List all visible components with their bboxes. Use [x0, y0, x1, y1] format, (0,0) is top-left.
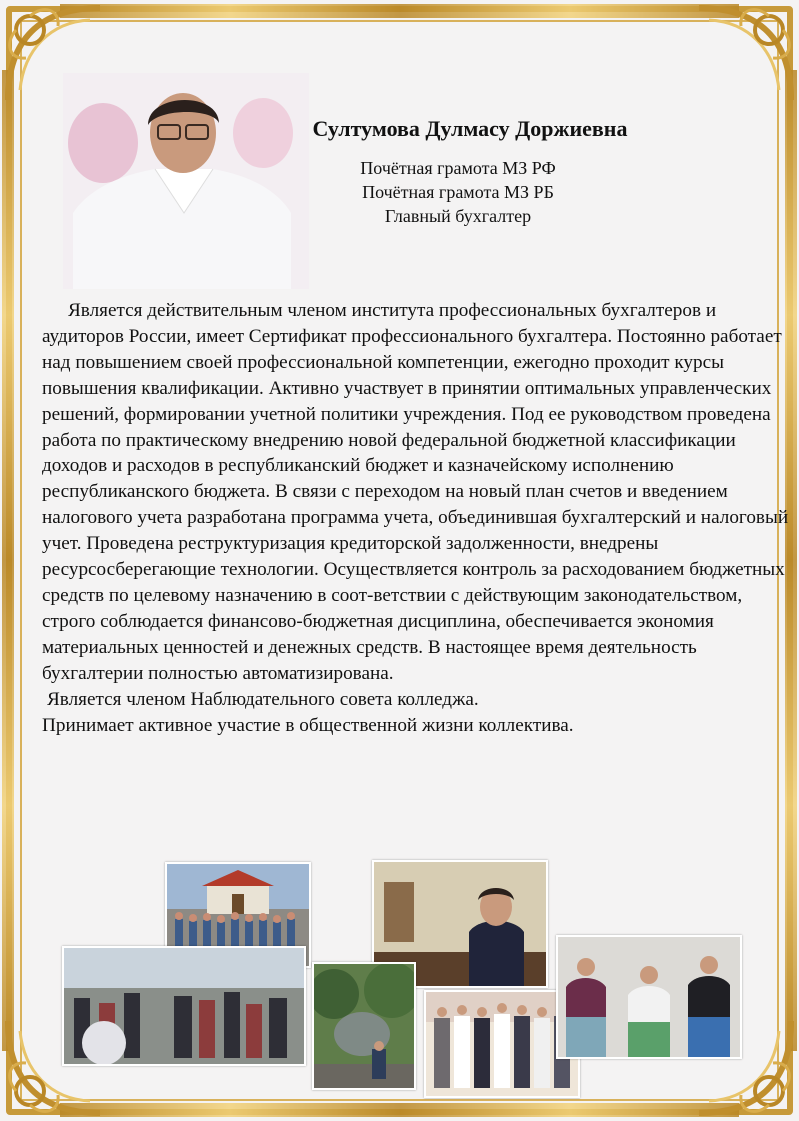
- biography-paragraph: Принимает активное участие в общественной жизни коллектива.: [42, 714, 574, 736]
- biography-paragraph: Является членом Наблюдательного совета колледжа.: [47, 688, 479, 710]
- frame-edge-left: [2, 70, 14, 1051]
- position-title: Главный бухгалтер: [384, 206, 532, 226]
- biography-paragraph: Является действительным членом института профессиональных бухгалтеров и аудиторов России, имеет Сертификат профессионального бухгалтера. Постоянно работает над повышением своей профессиональной компетенции, ежегодно проходит курсы повышения квалификации. Активно участвует в принятии оптимальных управленческих решений, формировании учетной политики учреждения. Под ее руководством проведена работа по практическому внедрению новой федеральной бюджетной классификации доходов и расходов в республиканский бюджет и казначейскому исполнению республиканского бюджета. В связи с переходом на новый план счетов и введением налогового учета разработана программа учета, объединившая бухгалтерский и налоговый учет. Проведена реструктуризация кредиторской задолженности, внедрены ресурсосберегающие технологии. Осуществляется контроль за расходованием бюджетных средств по целевому назначению в соот-ветствии с действующим законодательством, строго соблюдается финансово-бюджетная дисциплина, обеспечивается экономия материальных ценностей и денежных средств. В настоящее время деятельность бухгалтерии полностью автоматизирована.: [42, 300, 789, 684]
- award-line: Почётная грамота МЗ РФ: [360, 158, 556, 178]
- frame-edge-top: [60, 4, 739, 18]
- awards-list: [258, 156, 658, 228]
- person-name: Султумова Дулмасу Доржиевна: [312, 116, 628, 141]
- collage-photo-park: [312, 962, 416, 1090]
- ornament-corner-icon: [689, 0, 799, 110]
- collage-photo-event: [556, 935, 742, 1059]
- award-line: Почётная грамота МЗ РБ: [362, 182, 554, 202]
- biography-text: [42, 298, 794, 738]
- collage-photo-dance: [62, 946, 306, 1066]
- frame-edge-bottom: [60, 1103, 739, 1117]
